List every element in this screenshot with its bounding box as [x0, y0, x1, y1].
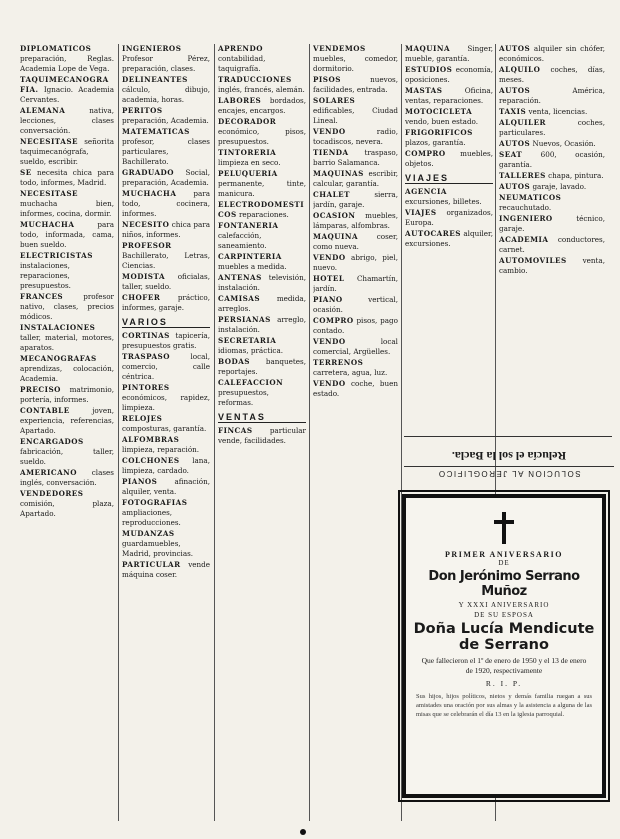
- page-mark: [300, 829, 306, 835]
- classified-ad: INSTALACIONES taller, material, motores, aparatos.: [20, 323, 114, 352]
- classified-ad: TIENDA traspaso, barrio Salamanca.: [313, 148, 398, 167]
- classified-ad: COMPRO muebles, objetos.: [405, 149, 493, 168]
- classified-ad: CORTINAS tapicería, presupuestos gratis.: [122, 331, 210, 350]
- classified-ad: FINCAS particular vende, facilidades.: [218, 426, 306, 445]
- classified-ad: CHALET sierra, jardín, garaje.: [313, 190, 398, 209]
- classified-ad: SECRETARIA idiomas, práctica.: [218, 336, 284, 355]
- classified-ad: AUTOS garaje, lavado.: [499, 182, 587, 191]
- classified-ad: AUTOS América, reparación.: [499, 86, 605, 105]
- classified-ad: CONTABLE joven, experiencia, referencias, Apartado.: [20, 406, 114, 435]
- classified-ad: PIANO vertical, ocasión.: [313, 295, 398, 314]
- classified-ad: MOTOCICLETA vendo, buen estado.: [405, 107, 479, 126]
- classified-ad: ENCARGADOS fabricación, taller, sueldo.: [20, 437, 114, 466]
- classified-ad: SEAT 600, ocasión, garantía.: [499, 150, 605, 169]
- classified-ad: PRECISO matrimonio, portería, informes.: [20, 385, 114, 404]
- classified-ad: FRANCES profesor nativo, clases, precios módicos.: [20, 292, 114, 321]
- classified-ad: MUDANZAS guardamuebles, Madrid, provincias.: [122, 529, 194, 558]
- page-header-strip: [18, 28, 612, 42]
- classified-ad: MODISTA oficialas, taller, sueldo.: [122, 272, 210, 291]
- puzzle-heading: SOLUCION AL JEROGLIFICO: [404, 466, 614, 478]
- classified-ad: AUTOMOVILES venta, cambio.: [499, 256, 605, 275]
- classified-ad: NECESITASE señorita taquimecanógrafa, sueldo, escribir.: [20, 137, 114, 166]
- classified-ad: VENDO abrigo, piel, nuevo.: [313, 253, 398, 272]
- classified-ad: AUTOS Nuevos, Ocasión.: [499, 139, 596, 148]
- classified-ad: FONTANERIA calefacción, saneamiento.: [218, 221, 279, 250]
- classified-ad: HOTEL Chamartín, jardín.: [313, 274, 398, 293]
- classified-ad: NECESITASE muchacha bien, informes, cocina, dormir.: [20, 189, 114, 218]
- classified-ad: OCASION muebles, lámparas, alfombras.: [313, 211, 398, 230]
- classified-ad: BODAS banquetes, reportajes.: [218, 357, 306, 376]
- classified-ad: ACADEMIA conductores, carnet.: [499, 235, 605, 254]
- classified-ad: ELECTRODOMESTICOS reparaciones.: [218, 200, 305, 219]
- classified-ad: VENDEMOS muebles, comedor, dormitorio.: [313, 44, 398, 73]
- classified-ad: ALQUILO coches, días, meses.: [499, 65, 605, 84]
- obituary-dates: Que fallecieron el 1º de enero de 1950 y el 13 de enero de 1920, respectivamente: [421, 656, 587, 675]
- puzzle-answer: Relucía el sol la Bacla.: [451, 449, 567, 463]
- classified-ad: DECORADOR económico, pisos, presupuestos.: [218, 117, 306, 146]
- classified-ad: PINTORES económicos, rapidez, limpieza.: [122, 383, 210, 412]
- classified-ad: ESTUDIOS economía, oposiciones.: [405, 65, 493, 84]
- classified-ad: MATEMATICAS profesor, clases particulares, Bachillerato.: [122, 127, 210, 166]
- classified-ad: FOTOGRAFIAS ampliaciones, reproducciones.: [122, 498, 188, 527]
- classified-ad: PISOS nuevos, facilidades, entrada.: [313, 75, 398, 94]
- obituary-notice: [402, 494, 606, 798]
- classified-ad: ALFOMBRAS limpieza, reparación.: [122, 435, 200, 454]
- classified-ad: ELECTRICISTAS instalaciones, reparaciones, presupuestos.: [20, 251, 93, 290]
- classified-ad: TAXIS venta, licencias.: [499, 107, 588, 116]
- classified-ad: MECANOGRAFAS aprendizas, colocación, Academia.: [20, 354, 114, 383]
- deceased-name-2: Doña Lucía Mendicute: [413, 621, 595, 637]
- classified-ad: APRENDO contabilidad, taquigrafía.: [218, 44, 266, 73]
- classified-ad: TAQUIMECANOGRAFIA. Ignacio. Academia Cervantes.: [20, 75, 114, 104]
- classified-ad: PARTICULAR vende máquina coser.: [122, 560, 210, 579]
- obituary-rip: R. I. P.: [485, 679, 523, 688]
- classified-ad: INGENIEROS Profesor Pérez, preparación, clases.: [122, 44, 210, 73]
- anniversary-heading-2: Y XXXI ANIVERSARIO: [458, 601, 550, 609]
- classified-ad: AMERICANO clases inglés, conversación.: [20, 468, 114, 487]
- classified-ad: AUTOS alquiler sin chófer, económicos.: [499, 44, 605, 63]
- classified-ad: PERSIANAS arreglo, instalación.: [218, 315, 306, 334]
- classified-ad: MAQUINA Singer, mueble, garantía.: [405, 44, 493, 63]
- classified-ad: MUCHACHA para todo, informada, cama, buen sueldo.: [20, 220, 114, 249]
- classified-ad: ALQUILER coches, particulares.: [499, 118, 605, 137]
- cross-icon: [494, 512, 514, 544]
- section-heading-ventas: VENTAS: [218, 412, 306, 423]
- classified-ad: NEUMATICOS recauchutado.: [499, 193, 562, 212]
- puzzle-solution: [404, 446, 614, 478]
- classified-ad: ALEMANA nativa, lecciones, clases conversación.: [20, 106, 114, 135]
- classified-column-4: [313, 44, 398, 825]
- classified-ad: MUCHACHA para todo, cocinera, informes.: [122, 189, 210, 218]
- classified-ad: DIPLOMATICOS preparación, Reglas. Academia Lope de Vega.: [20, 44, 114, 73]
- classified-ad: COLCHONES lana, limpieza, cardado.: [122, 456, 210, 475]
- classified-column-1: [20, 44, 114, 825]
- classified-ad: MASTAS Oficina, ventas, reparaciones.: [405, 86, 493, 105]
- classified-ad: AGENCIA excursiones, billetes.: [405, 187, 482, 206]
- classified-ad: TRADUCCIONES inglés, francés, alemán.: [218, 75, 305, 94]
- classified-ad: AUTOCARES alquiler, excursiones.: [405, 229, 493, 248]
- classified-ad: GRADUADO Social, preparación, Academia.: [122, 168, 210, 187]
- classified-ad: FRIGORIFICOS plazos, garantía.: [405, 128, 473, 147]
- classified-ad: LABORES bordados, encajes, encargos.: [218, 96, 306, 115]
- classified-ad: VENDO coche, buen estado.: [313, 379, 398, 398]
- deceased-name-2-surname: de Serrano: [459, 637, 549, 653]
- section-heading-viajes: VIAJES: [405, 173, 493, 184]
- section-heading-varios: VARIOS: [122, 317, 210, 328]
- classified-ad: CARPINTERIA muebles a medida.: [218, 252, 287, 271]
- classified-ad: MAQUINA coser, como nueva.: [313, 232, 398, 251]
- classified-column-3: [218, 44, 306, 825]
- classified-ad: PELUQUERIA permanente, tinte, manicura.: [218, 169, 306, 198]
- classified-ad: PIANOS afinación, alquiler, venta.: [122, 477, 210, 496]
- classified-ad: CHOFER práctico, informes, garaje.: [122, 293, 210, 312]
- classified-column-5: [405, 44, 493, 429]
- classified-ad: RELOJES composturas, garantía.: [122, 414, 207, 433]
- obituary-de-2: DE SU ESPOSA: [474, 611, 534, 619]
- classified-ad: COMPRO pisos, pago contado.: [313, 316, 398, 335]
- classified-ad: ANTENAS televisión, instalación.: [218, 273, 306, 292]
- classified-ad: VENDO local comercial, Argüelles.: [313, 337, 398, 356]
- classified-ad: VIAJES organizados, Europa.: [405, 208, 493, 227]
- classified-ad: TINTORERIA limpieza en seco.: [218, 148, 281, 167]
- classified-ad: SE necesita chica para todo, informes, Madrid.: [20, 168, 114, 187]
- obituary-body: Sus hijos, hijos políticos, nietos y demás familia ruegan a sus amistades una oración por sus almas y la asistencia a alguna de las misas que se celebrarán el día 13 en la iglesia parroquial.: [416, 693, 592, 718]
- classified-ad: TERRENOS carretera, agua, luz.: [313, 358, 388, 377]
- classified-ad: INGENIERO técnico, garaje.: [499, 214, 605, 233]
- classified-column-2: [122, 44, 210, 825]
- column-rule: [214, 44, 215, 821]
- classified-ad: SOLARES edificables, Ciudad Lineal.: [313, 96, 398, 125]
- column-rule: [309, 44, 310, 821]
- obituary-de-1: DE: [498, 559, 510, 567]
- classified-ad: DELINEANTES cálculo, dibujo, academia, horas.: [122, 75, 210, 104]
- classified-ad: PROFESOR Bachillerato, Letras, Ciencias.: [122, 241, 210, 270]
- classified-ad: VENDO radio, tocadiscos, nevera.: [313, 127, 398, 146]
- column-rule: [118, 44, 119, 821]
- section-divider: [404, 436, 612, 437]
- classified-ad: NECESITO chica para niños, informes.: [122, 220, 210, 239]
- classified-ad: CAMISAS medida, arreglos.: [218, 294, 306, 313]
- classified-ad: PERITOS preparación, Academia.: [122, 106, 209, 125]
- classified-ad: VENDEDORES comisión, plaza, Apartado.: [20, 489, 114, 518]
- anniversary-heading-1: PRIMER ANIVERSARIO: [445, 550, 563, 559]
- classified-ad: MAQUINAS escribir, calcular, garantía.: [313, 169, 398, 188]
- classified-column-6: [499, 44, 605, 429]
- classified-ad: TRASPASO local, comercio, calle céntrica.: [122, 352, 210, 381]
- classified-ad: CALEFACCION presupuestos, reformas.: [218, 378, 284, 407]
- classified-ad: TALLERES chapa, pintura.: [499, 171, 604, 180]
- deceased-name-1: Don Jerónimo Serrano Muñoz: [428, 569, 580, 599]
